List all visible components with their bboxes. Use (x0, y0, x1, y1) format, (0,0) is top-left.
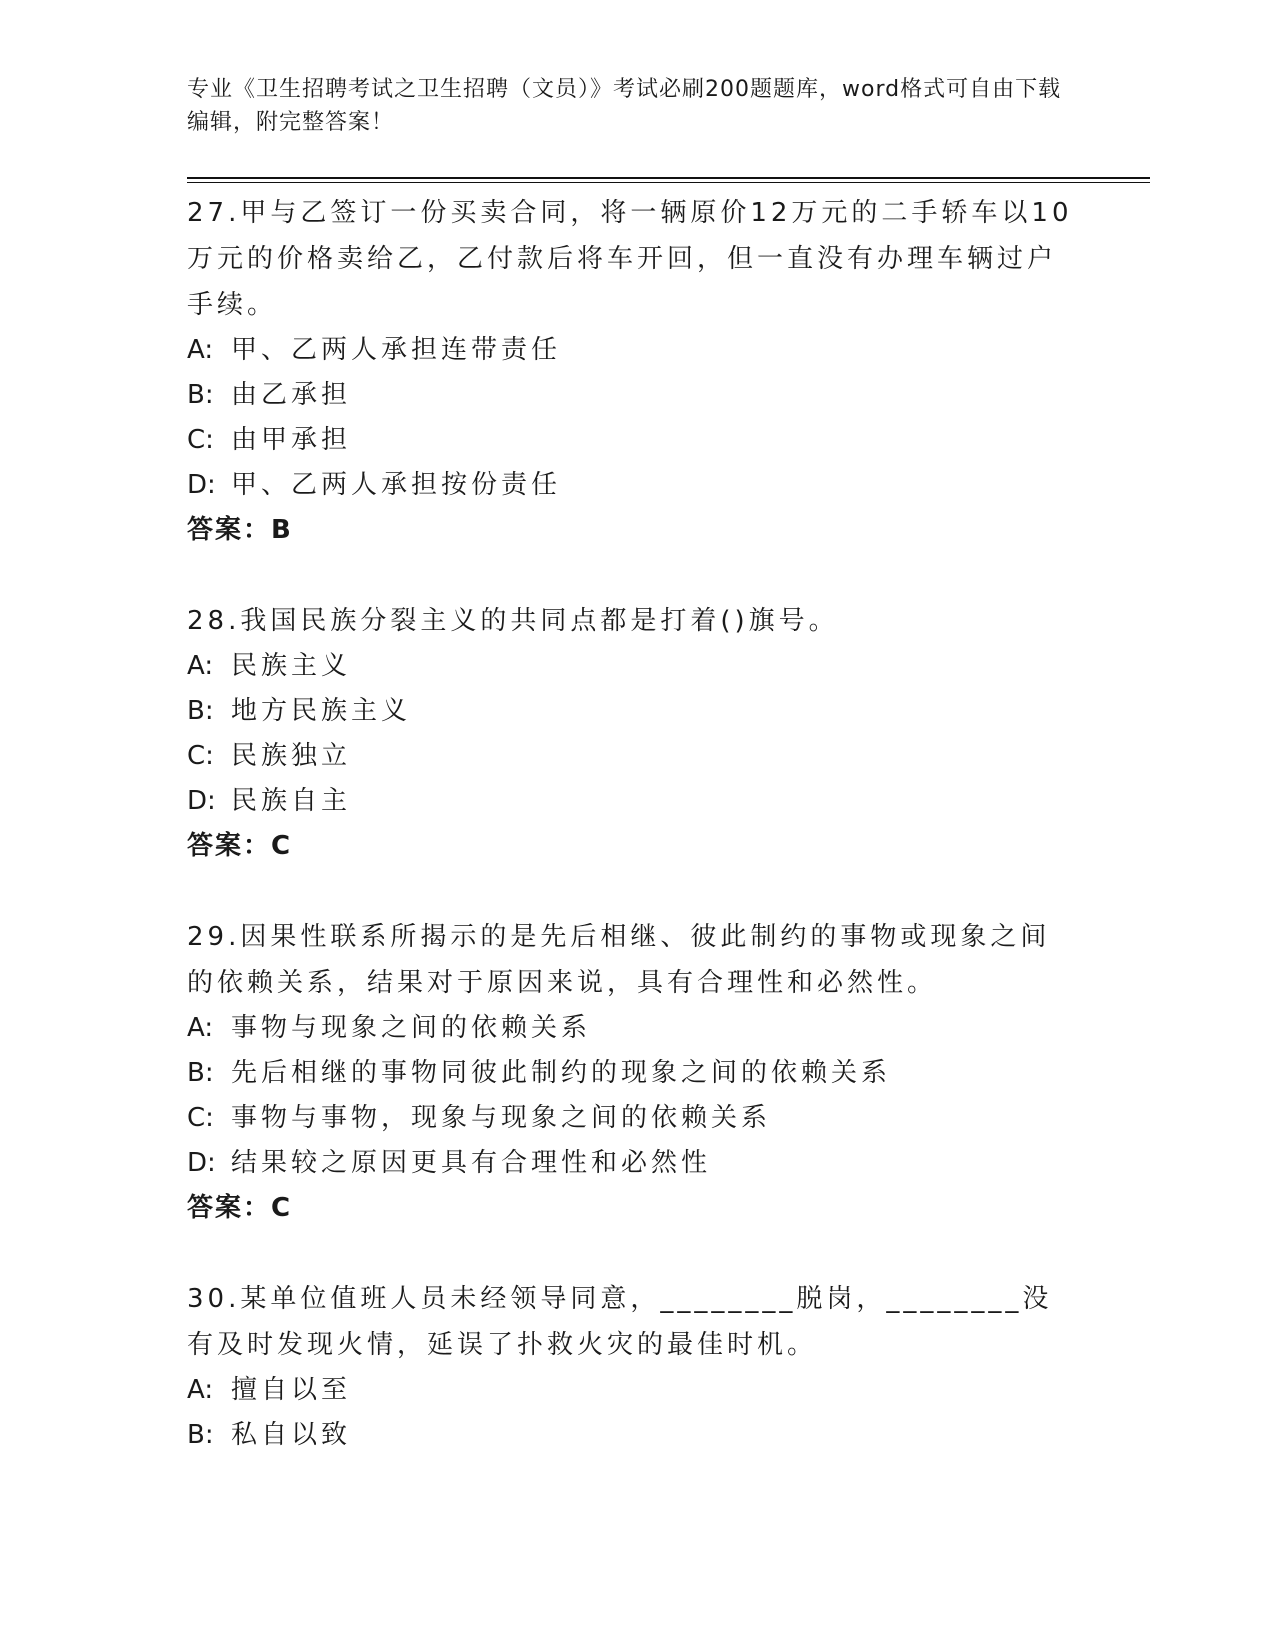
option-letter: A: (187, 1013, 214, 1043)
option-d (187, 779, 1077, 824)
option-b (187, 689, 1077, 734)
option-a (187, 1368, 1077, 1413)
option-letter: D: (187, 470, 216, 500)
option-letter: B: (187, 1420, 214, 1450)
question-list (187, 190, 1077, 1458)
option-c (187, 418, 1077, 463)
answer-label: 答案： (187, 515, 272, 545)
option-letter: D: (187, 1148, 216, 1178)
question-gap (187, 869, 1077, 914)
question-text: 27.甲与乙签订一份买卖合同，将一辆原价12万元的二手轿车以10万元的价格卖给乙，乙付款后将车开回，但一直没有办理车辆过户手续。 (187, 198, 1073, 320)
option-letter: A: (187, 335, 214, 365)
option-text: 由甲承担 (231, 425, 352, 455)
option-text: 由乙承担 (231, 380, 352, 410)
answer-value: C (271, 831, 291, 861)
option-text: 私自以致 (231, 1420, 352, 1450)
option-text: 结果较之原因更具有合理性和必然性 (231, 1148, 712, 1178)
option-text: 地方民族主义 (231, 696, 412, 726)
answer-label: 答案： (187, 831, 272, 861)
answer-value: B (271, 515, 291, 545)
header-rule-thick (187, 177, 1150, 179)
option-c (187, 734, 1077, 779)
option-a (187, 328, 1077, 373)
option-text: 甲、乙两人承担按份责任 (231, 470, 562, 500)
option-letter: B: (187, 1058, 214, 1088)
option-letter: A: (187, 1375, 214, 1405)
option-letter: B: (187, 696, 214, 726)
option-text: 民族自主 (231, 786, 352, 816)
question-27 (187, 190, 1077, 553)
option-text: 擅自以至 (231, 1375, 352, 1405)
question-30 (187, 1276, 1077, 1458)
document-header: 专业《卫生招聘考试之卫生招聘（文员）》考试必刷200题题库，word格式可自由下载编辑，附完整答案！ (187, 77, 1062, 135)
question-text: 29.因果性联系所揭示的是先后相继、彼此制约的事物或现象之间的依赖关系，结果对于原因来说，具有合理性和必然性。 (187, 922, 1051, 998)
option-a (187, 644, 1077, 689)
question-gap (187, 1231, 1077, 1276)
answer-value: C (271, 1193, 291, 1223)
question-gap (187, 553, 1077, 598)
question-28 (187, 598, 1077, 869)
option-text: 事物与现象之间的依赖关系 (231, 1013, 592, 1043)
option-text: 甲、乙两人承担连带责任 (231, 335, 562, 365)
option-letter: C: (187, 1103, 214, 1133)
option-letter: C: (187, 741, 214, 771)
option-text: 事物与事物，现象与现象之间的依赖关系 (231, 1103, 772, 1133)
answer-line (187, 1186, 1077, 1231)
option-text: 民族独立 (231, 741, 352, 771)
option-b (187, 373, 1077, 418)
option-b (187, 1051, 1077, 1096)
option-text: 民族主义 (231, 651, 352, 681)
option-a (187, 1006, 1077, 1051)
option-letter: A: (187, 651, 214, 681)
option-letter: D: (187, 786, 216, 816)
header-rule-thin (187, 182, 1150, 183)
option-text: 先后相继的事物同彼此制约的现象之间的依赖关系 (231, 1058, 892, 1088)
option-d (187, 463, 1077, 508)
option-d (187, 1141, 1077, 1186)
option-letter: B: (187, 380, 214, 410)
answer-line (187, 824, 1077, 869)
question-text: 28.我国民族分裂主义的共同点都是打着()旗号。 (187, 606, 839, 636)
question-text: 30.某单位值班人员未经领导同意，________脱岗，________没有及时发现火情，延误了扑救火灾的最佳时机。 (187, 1284, 1053, 1360)
option-letter: C: (187, 425, 214, 455)
option-b (187, 1413, 1077, 1458)
option-c (187, 1096, 1077, 1141)
answer-label: 答案： (187, 1193, 272, 1223)
question-29 (187, 914, 1077, 1231)
answer-line (187, 508, 1077, 553)
